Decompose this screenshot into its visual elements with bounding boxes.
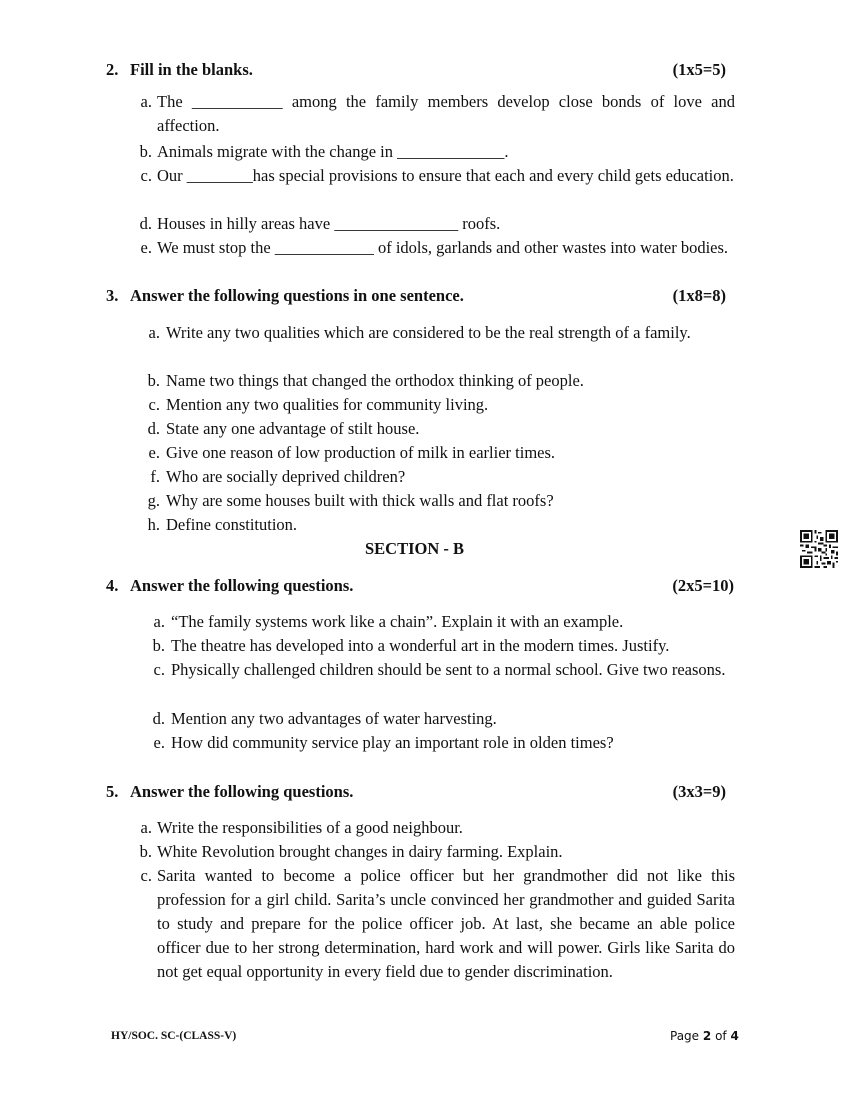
- item-text: Who are socially deprived children?: [166, 467, 406, 486]
- item-label: a.: [153, 612, 165, 631]
- item-text: “The family systems work like a chain”. Explain it with an example.: [171, 612, 624, 631]
- item-text: State any one advantage of stilt house.: [166, 419, 420, 438]
- item-label: d.: [147, 419, 160, 438]
- item-label: c.: [140, 166, 152, 185]
- item-text: Name two things that changed the orthodox thinking of people.: [166, 371, 584, 390]
- item-text: We must stop the ____________ of idols, garlands and other wastes into water bodies.: [157, 238, 729, 257]
- q2-number: 2.: [106, 60, 119, 79]
- item-text: Houses in hilly areas have _______________ roofs.: [157, 214, 501, 233]
- item-text: Mention any two advantages of water harvesting.: [171, 709, 497, 728]
- item-label: c.: [153, 660, 165, 679]
- item-text: Give one reason of low production of milk in earlier times.: [166, 443, 556, 462]
- item-text: How did community service play an important role in olden times?: [171, 733, 614, 752]
- footer-paper-code: HY/SOC. SC-(CLASS-V): [111, 1030, 237, 1042]
- footer-page-number: [670, 1029, 739, 1043]
- q5-number: 5.: [106, 782, 119, 801]
- item-label: b.: [152, 636, 165, 655]
- footer-page-current: 2: [702, 1029, 712, 1043]
- item-text: Our ________has special provisions to ensure that each and every child gets education.: [157, 166, 734, 185]
- item-text: Sarita wanted to become a police officer but her grandmother did not like this profession for a girl child. Sarita’s uncle convinced her grandmother and guided Sarita to study and prepare for the police officer job. At last, she became an able police officer due to her strong determination, hard work and will power. Girls like Sarita do not get equal opportunity in every field due to gender discrimination.: [157, 866, 735, 981]
- q3-heading: [106, 286, 726, 306]
- item-text: Define constitution.: [166, 515, 298, 534]
- footer-of-word: of: [715, 1029, 727, 1043]
- item-text: Physically challenged children should be sent to a normal school. Give two reasons.: [171, 660, 726, 679]
- q4-title: Answer the following questions.: [130, 576, 354, 595]
- q3-title: Answer the following questions in one sentence.: [130, 286, 464, 305]
- item-label: d.: [139, 214, 152, 233]
- item-label: g.: [147, 491, 160, 510]
- item-label: e.: [148, 443, 160, 462]
- q5-title: Answer the following questions.: [130, 782, 354, 801]
- item-label: c.: [148, 395, 160, 414]
- footer-page-word: Page: [670, 1029, 700, 1043]
- item-text: Write the responsibilities of a good neighbour.: [157, 818, 463, 837]
- item-text: White Revolution brought changes in dairy farming. Explain.: [157, 842, 563, 861]
- item-text: Why are some houses built with thick walls and flat roofs?: [166, 491, 554, 510]
- q2-title: Fill in the blanks.: [130, 60, 253, 79]
- item-label: d.: [152, 709, 165, 728]
- item-text: The ___________ among the family members develop close bonds of love and affection.: [157, 92, 735, 135]
- q4-number: 4.: [106, 576, 119, 595]
- q4-heading: [106, 576, 734, 596]
- q3-marks: (1x8=8): [672, 286, 726, 305]
- item-label: c.: [140, 866, 152, 885]
- item-text: Mention any two qualities for community living.: [166, 395, 489, 414]
- item-label: h.: [147, 515, 160, 534]
- item-label: e.: [140, 238, 152, 257]
- item-label: a.: [140, 818, 152, 837]
- item-text: Write any two qualities which are considered to be the real strength of a family.: [166, 323, 691, 342]
- item-text: Animals migrate with the change in _____________.: [157, 142, 509, 161]
- q5-marks: (3x3=9): [672, 782, 726, 801]
- q4-marks: (2x5=10): [672, 576, 734, 595]
- item-label: a.: [148, 323, 160, 342]
- qr-code-icon: [800, 530, 838, 568]
- item-label: b.: [139, 842, 152, 861]
- q2-marks: (1x5=5): [672, 60, 726, 79]
- q5-heading: [106, 782, 726, 802]
- item-label: b.: [139, 142, 152, 161]
- footer-page-total: 4: [730, 1029, 739, 1043]
- section-b-heading: SECTION - B: [365, 539, 465, 558]
- q2-heading: [106, 60, 726, 80]
- item-label: e.: [153, 733, 165, 752]
- item-label: b.: [147, 371, 160, 390]
- item-label: a.: [140, 92, 152, 111]
- item-text: The theatre has developed into a wonderful art in the modern times. Justify.: [171, 636, 670, 655]
- item-label: f.: [150, 467, 160, 486]
- q3-number: 3.: [106, 286, 119, 305]
